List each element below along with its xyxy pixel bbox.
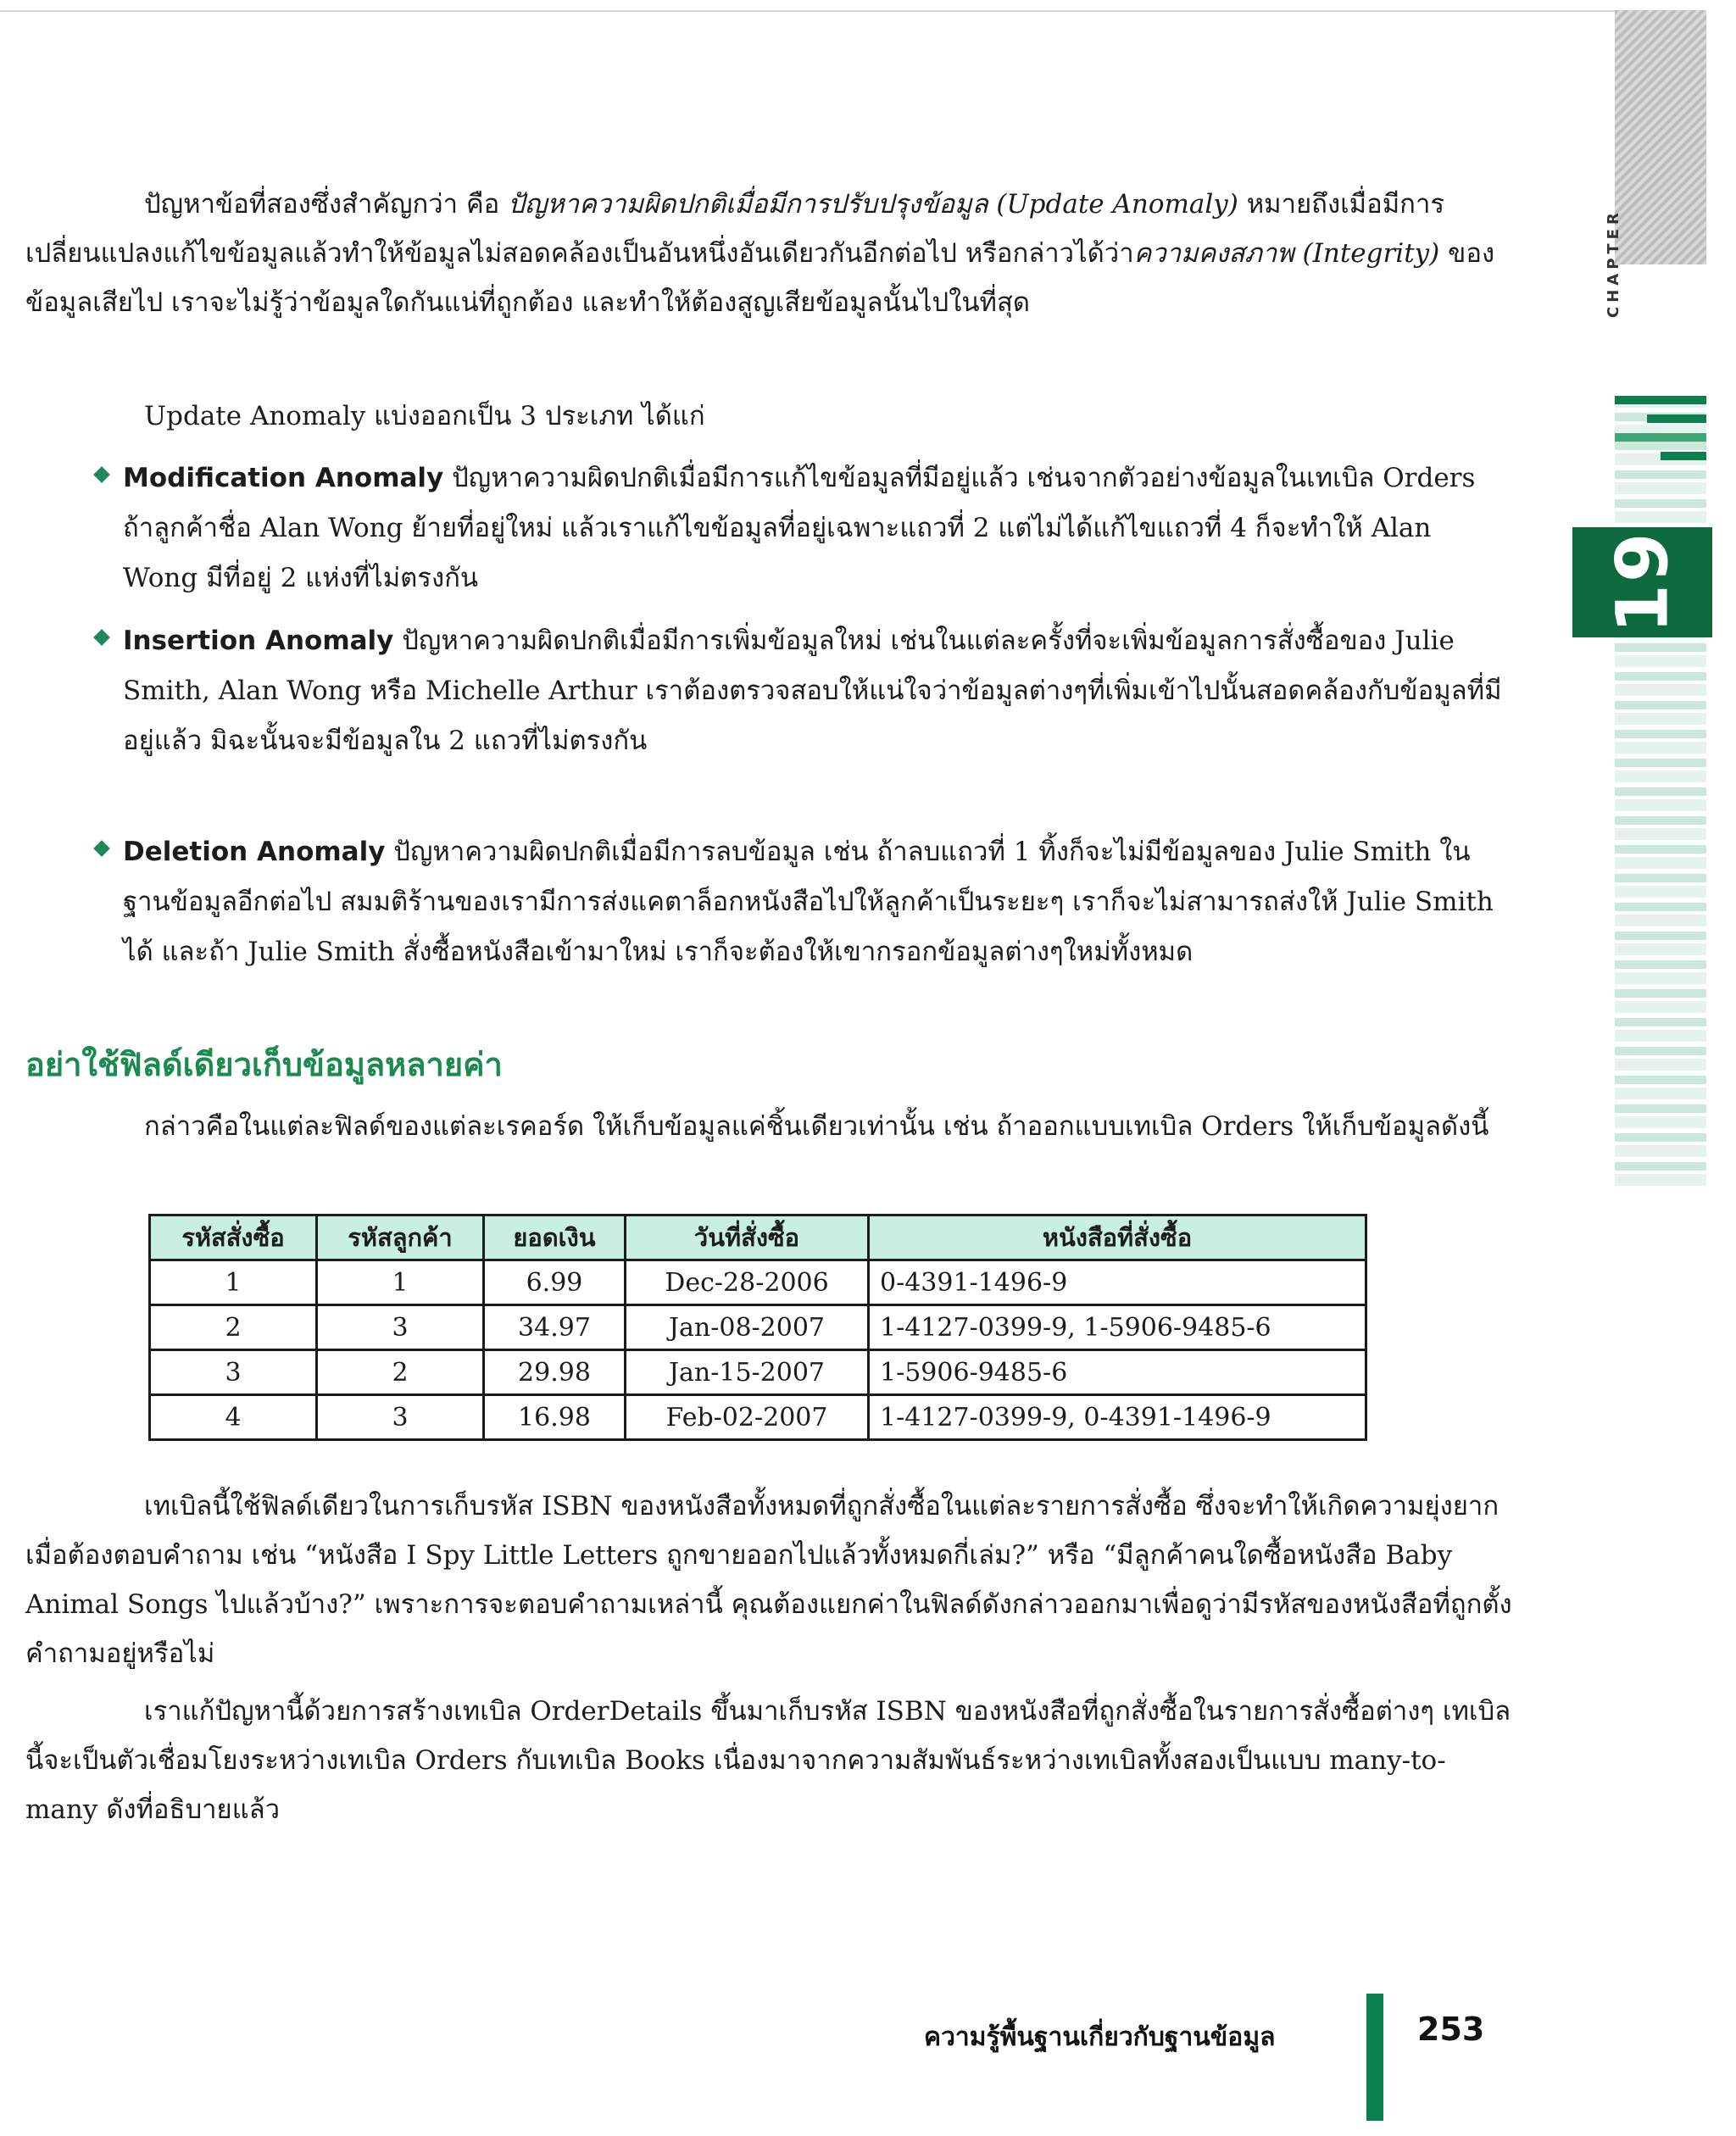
header-amount: ยอดเงิน xyxy=(484,1215,626,1260)
orders-table xyxy=(148,1214,1367,1441)
footer-divider xyxy=(1366,1994,1383,2121)
table-row: 4 3 16.98 Feb-02-2007 1-4127-0399-9, 0-4391-1496-9 xyxy=(150,1395,1366,1440)
paragraph-update-anomaly: ปัญหาข้อที่สองซึ่งสำคัญกว่า คือ ปัญหาความผิดปกติเมื่อมีการปรับปรุงข้อมูล (Update Anomaly) หมายถึงเมื่อมีการเปลี่ยนแปลงแก้ไขข้อมูลแล้วทำให้ข้อมูลไม่สอดคล้องเป็นอันหนึ่งอันเดียวกันอีกต่อไป หรือกล่าวได้ว่าความคงสภาพ (Integrity) ของข้อมูลเสียไป เราจะไม่รู้ว่าข้อมูลใดกันแน่ที่ถูกต้อง และทำให้ต้องสูญเสียข้อมูลนั้นไปในที่สุด xyxy=(25,189,1495,318)
bullet-insertion-anomaly: Insertion Anomaly ปัญหาความผิดปกติเมื่อมีการเพิ่มข้อมูลใหม่ เช่นในแต่ละครั้งที่จะเพิ่มข้อมูลการสั่งซื้อของ Julie Smith, Alan Wong หรือ Michelle Arthur เราต้องตรวจสอบให้แน่ใจว่าข้อมูลต่างๆที่เพิ่มเข้าไปนั้นสอดคล้องกับข้อมูลที่มีอยู่แล้ว มิฉะนั้นจะมีข้อมูลใน 2 แถวที่ไม่ตรงกัน xyxy=(123,616,1513,766)
header-order-date: วันที่สั่งซื้อ xyxy=(626,1215,869,1260)
chapter-number: 19 xyxy=(1600,531,1684,634)
paragraph-orderdetails-solution: เราแก้ปัญหานี้ด้วยการสร้างเทเบิล OrderDetails ขึ้นมาเก็บรหัส ISBN ของหนังสือที่ถูกสั่งซื้อในรายการสั่งซื้อต่างๆ เทเบิลนี้จะเป็นตัวเชื่อมโยงระหว่างเทเบิล Orders กับเทเบิล Books เนื่องมาจากความสัมพันธ์ระหว่างเทเบิลทั้งสองเป็นแบบ many-to-many ดังที่อธิบายแล้ว xyxy=(25,1696,1511,1825)
running-footer-title: ความรู้พื้นฐานเกี่ยวกับฐานข้อมูล xyxy=(924,2022,1276,2052)
top-rule xyxy=(0,10,1628,12)
diamond-bullet-icon xyxy=(93,466,110,483)
page-number: 253 xyxy=(1417,2011,1485,2048)
emphasis-update-anomaly: ปัญหาความผิดปกติเมื่อมีการปรับปรุงข้อมูล (Update Anomaly) xyxy=(508,189,1238,220)
section-heading: อย่าใช้ฟิลด์เดียวเก็บข้อมูลหลายค่า xyxy=(25,1046,503,1083)
header-order-id: รหัสสั่งซื้อ xyxy=(150,1215,317,1260)
bullet-deletion-anomaly: Deletion Anomaly ปัญหาความผิดปกติเมื่อมีการลบข้อมูล เช่น ถ้าลบแถวที่ 1 ทิ้งก็จะไม่มีข้อมูลของ Julie Smith ในฐานข้อมูลอีกต่อไป สมมติร้านของเรามีการส่งแคตาล็อกหนังสือไปให้ลูกค้าเป็นระยะๆ เราก็จะไม่สามารถส่งให้ Julie Smith ได้ และถ้า Julie Smith สั่งซื้อหนังสือเข้ามาใหม่ เราก็จะต้องให้เขากรอกข้อมูลต่างๆใหม่ทั้งหมด xyxy=(123,827,1513,977)
strip-pattern xyxy=(1615,10,1706,264)
paragraph-isbn-problem: เทเบิลนี้ใช้ฟิลด์เดียวในการเก็บรหัส ISBN ของหนังสือทั้งหมดที่ถูกสั่งซื้อในแต่ละรายการสั่งซื้อ ซึ่งจะทำให้เกิดความยุ่งยากเมื่อต้องตอบคำถาม เช่น “หนังสือ I Spy Little Letters ถูกขายออกไปแล้วทั้งหมดกี่เล่ม?” หรือ “มีลูกค้าคนใดซื้อหนังสือ Baby Animal Songs ไปแล้วบ้าง?” เพราะการจะตอบคำถามเหล่านี้ คุณต้องแยกค่าในฟิลด์ดังกล่าวออกมาเพื่อดูว่ามีรหัสของหนังสือที่ถูกตั้งคำถามอยู่หรือไม่ xyxy=(25,1491,1512,1669)
strip-bars xyxy=(1615,396,1706,470)
table-row: 1 1 6.99 Dec-28-2006 0-4391-1496-9 xyxy=(150,1260,1366,1305)
emphasis-integrity: ความคงสภาพ (Integrity) xyxy=(1133,238,1440,269)
chapter-label: CHAPTER xyxy=(1605,209,1622,318)
bullet-modification-anomaly: Modification Anomaly ปัญหาความผิดปกติเมื่อมีการแก้ไขข้อมูลที่มีอยู่แล้ว เช่นจากตัวอย่างข้อมูลในเทเบิล Orders ถ้าลูกค้าชื่อ Alan Wong ย้ายที่อยู่ใหม่ แล้วเราแก้ไขข้อมูลที่อยู่เฉพาะแถวที่ 2 แต่ไม่ได้แก้ไขแถวที่ 4 ก็จะทำให้ Alan Wong มีที่อยู่ 2 แห่งที่ไม่ตรงกัน xyxy=(123,453,1513,604)
table-row: 3 2 29.98 Jan-15-2007 1-5906-9485-6 xyxy=(150,1350,1366,1395)
paragraph-types-intro: Update Anomaly แบ่งออกเป็น 3 ประเภท ได้แก่ xyxy=(144,401,705,431)
paragraph-single-field: กล่าวคือในแต่ละฟิลด์ของแต่ละเรคอร์ด ให้เก็บข้อมูลแค่ชิ้นเดียวเท่านั้น เช่น ถ้าออกแบบเทเบิล Orders ให้เก็บข้อมูลดังนี้ xyxy=(144,1111,1489,1142)
chapter-number-box xyxy=(1572,527,1712,637)
strip-lines xyxy=(1615,396,1706,1188)
table-row: 2 3 34.97 Jan-08-2007 1-4127-0399-9, 1-5906-9485-6 xyxy=(150,1305,1366,1350)
header-books-ordered: หนังสือที่สั่งซื้อ xyxy=(869,1215,1366,1260)
diamond-bullet-icon xyxy=(93,629,110,646)
table-header-row xyxy=(150,1215,1366,1260)
header-customer-id: รหัสลูกค้า xyxy=(317,1215,484,1260)
diamond-bullet-icon xyxy=(93,840,110,857)
